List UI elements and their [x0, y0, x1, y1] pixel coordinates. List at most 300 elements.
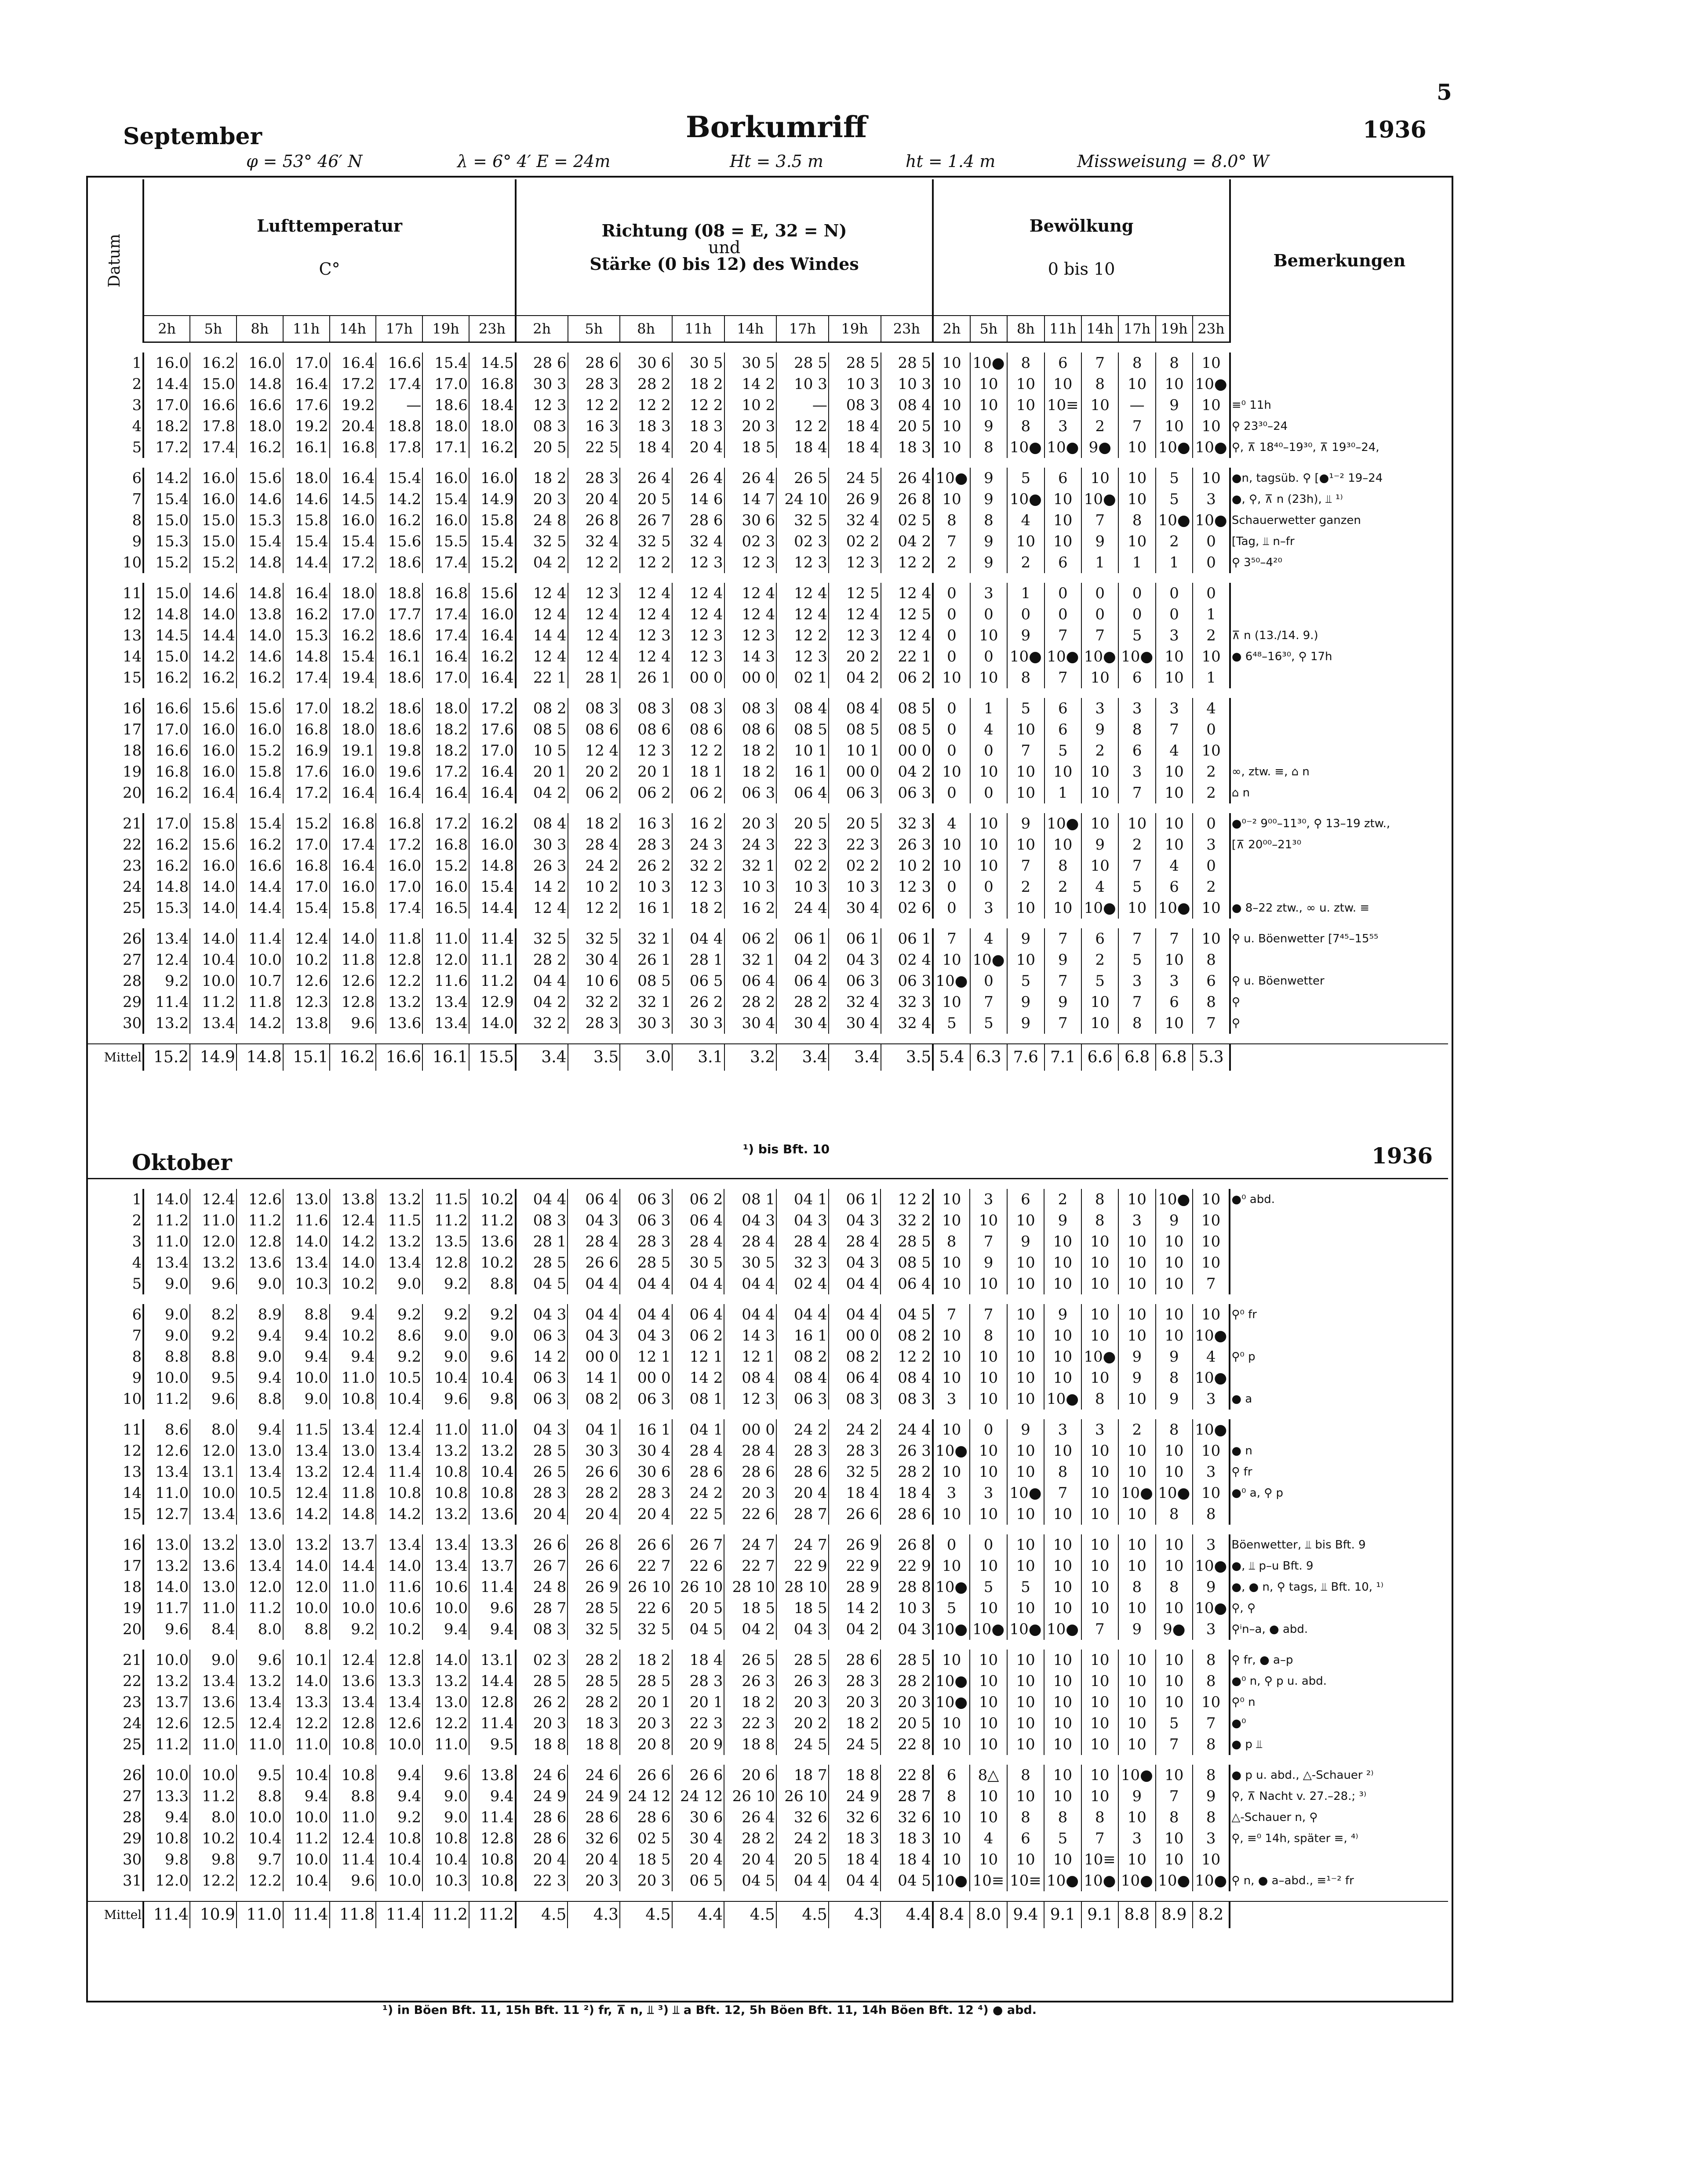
temperature-cell: 8.8	[283, 1619, 330, 1640]
remarks-cell: ⚲⁰ p	[1230, 1346, 1448, 1367]
temperature-cell: 17.2	[283, 782, 330, 803]
wind-cell: 28 5	[516, 1252, 568, 1273]
temperature-cell: 13.4	[330, 1419, 376, 1440]
temperature-cell: 13.4	[376, 1692, 422, 1713]
cloud-cell: 10	[1007, 782, 1044, 803]
wind-cell: 20 5	[829, 813, 881, 834]
cloud-cell: 10	[1007, 531, 1044, 552]
cloud-cell: 0	[1007, 604, 1044, 625]
cloud-cell: 4	[933, 813, 970, 834]
temperature-cell: 13.8	[283, 1013, 330, 1034]
temperature-cell: 11.8	[376, 928, 422, 949]
temperature-cell: 11.0	[190, 1210, 237, 1231]
cloud-cell: 10	[1007, 1388, 1044, 1410]
cloud-cell: 10	[1156, 1671, 1193, 1692]
wind-cell: 28 5	[776, 352, 829, 374]
height-thermometer: Ht = 3.5 m	[730, 152, 823, 171]
cloud-cell: 10	[933, 1325, 970, 1346]
cloud-cell: 10	[1081, 813, 1118, 834]
wind-cell: 12 4	[672, 583, 724, 604]
wind-cell: 04 2	[776, 949, 829, 970]
table-row	[87, 510, 1448, 531]
table-row	[87, 1419, 1448, 1440]
wind-cell: 12 4	[776, 583, 829, 604]
temperature-cell: 14.0	[190, 876, 237, 898]
wind-cell: 00 0	[672, 667, 724, 688]
temperature-cell: 12.6	[143, 1713, 190, 1734]
wind-cell: 12 3	[620, 625, 672, 646]
wind-cell: 16 1	[776, 1325, 829, 1346]
wind-cell: 24 12	[620, 1786, 672, 1807]
cloud-cell: 1	[1193, 667, 1230, 688]
cloud-cell: 8	[1193, 992, 1230, 1013]
wind-cell: 10 3	[620, 876, 672, 898]
wind-cell: 28 5	[568, 1671, 620, 1692]
wind-cell: 04 3	[516, 1304, 568, 1325]
temperature-cell: 13.6	[237, 1504, 283, 1525]
table-row	[87, 898, 1448, 919]
temperature-cell: 10.7	[237, 970, 283, 992]
remarks-cell: ● 8–22 ztw., ∞ u. ztw. ≡	[1230, 898, 1448, 919]
temperature-cell: 12.4	[330, 1461, 376, 1483]
wind-cell: 04 2	[724, 1619, 776, 1640]
wind-cell: 04 4	[672, 1273, 724, 1294]
oktober-table	[87, 1178, 1448, 1928]
temperature-cell: 14.8	[143, 876, 190, 898]
station-title: Borkumriff	[686, 110, 867, 144]
wind-cell: 16 2	[672, 813, 724, 834]
wind-cell: 28 2	[568, 1483, 620, 1504]
cloud-cell: 10	[1007, 1252, 1044, 1273]
temperature-cell: 12.0	[143, 1870, 190, 1891]
wind-cell: 20 2	[568, 761, 620, 782]
temperature-cell: 9.4	[469, 1619, 516, 1640]
wind-cell: 22 8	[881, 1765, 933, 1786]
wind-cell: 10 3	[829, 876, 881, 898]
temperature-cell: 16.6	[143, 740, 190, 761]
temperature-cell: 12.0	[237, 1577, 283, 1598]
temperature-cell: 10.4	[237, 1828, 283, 1849]
temperature-cell: 13.0	[190, 1577, 237, 1598]
wind-cell: 20 3	[829, 1692, 881, 1713]
wind-cell: 20 1	[620, 1692, 672, 1713]
wind-cell: 20 5	[881, 1713, 933, 1734]
mean-temperature: 11.2	[469, 1901, 516, 1928]
wind-cell: 28 3	[516, 1483, 568, 1504]
temperature-cell: 10.5	[376, 1367, 422, 1388]
table-row	[87, 698, 1448, 719]
wind-cell: 08 5	[620, 970, 672, 992]
cloud-cell: 10	[1193, 646, 1230, 667]
cloud-cell: 10	[1081, 1440, 1118, 1461]
wind-cell: 26 6	[829, 1504, 881, 1525]
wind-cell: 30 5	[672, 1252, 724, 1273]
wind-cell: 04 2	[881, 761, 933, 782]
cloud-cell: 8	[1193, 1671, 1230, 1692]
temperature-cell: 16.2	[237, 667, 283, 688]
cloud-cell: 10	[1156, 761, 1193, 782]
wind-cell: 08 2	[881, 1325, 933, 1346]
temperature-cell: 18.8	[376, 583, 422, 604]
remarks-cell	[1230, 1210, 1448, 1231]
wind-cell: 26 6	[516, 1534, 568, 1555]
temperature-cell: 16.2	[143, 667, 190, 688]
temperature-cell: 13.4	[422, 1534, 469, 1555]
day-number: 21	[123, 815, 142, 832]
wind-cell: 02 1	[776, 667, 829, 688]
day-number: 1	[132, 354, 142, 372]
cloud-cell: 3	[1118, 761, 1155, 782]
cloud-cell: 10	[1007, 1440, 1044, 1461]
temperature-cell: 12.2	[190, 1870, 237, 1891]
mean-row	[87, 1901, 1448, 1928]
wind-cell: 24 2	[776, 1828, 829, 1849]
cloud-cell: 0	[1193, 813, 1230, 834]
temperature-cell: 16.0	[469, 468, 516, 489]
wind-cell: 28 6	[516, 1828, 568, 1849]
temperature-cell: 13.0	[330, 1440, 376, 1461]
cloud-cell: 10	[1044, 1765, 1081, 1786]
cloud-cell: 10	[1193, 395, 1230, 416]
cloud-cell: 9	[1118, 1619, 1155, 1640]
temperature-cell: 16.0	[190, 468, 237, 489]
temperature-cell: 17.4	[422, 625, 469, 646]
cloud-cell: 10	[970, 1504, 1007, 1525]
wind-cell: 04 5	[724, 1870, 776, 1891]
day-number: 4	[132, 1254, 142, 1272]
cloud-cell: 5	[1118, 949, 1155, 970]
wind-cell: 20 3	[881, 1692, 933, 1713]
cloud-cell: 10	[1156, 374, 1193, 395]
temperature-cell: 15.5	[422, 531, 469, 552]
temperature-cell: 17.0	[330, 604, 376, 625]
temp-hour-header: 23h	[469, 316, 516, 342]
temperature-cell: 12.4	[143, 949, 190, 970]
wind-cell: 22 3	[724, 1713, 776, 1734]
temperature-cell: 16.0	[469, 834, 516, 855]
temperature-cell: 15.4	[469, 876, 516, 898]
wind-cell: 20 5	[776, 813, 829, 834]
cloud-cell: 10	[1007, 1273, 1044, 1294]
temperature-cell: 14.0	[330, 928, 376, 949]
cloud-cell: 4	[1156, 855, 1193, 876]
wind-cell: 20 4	[724, 1849, 776, 1870]
wind-cell: 22 1	[516, 667, 568, 688]
cloud-cell: 8	[1193, 1807, 1230, 1828]
wind-cell: 06 3	[516, 1388, 568, 1410]
cloud-cell: 6	[1044, 468, 1081, 489]
cloud-cell: 8	[970, 1325, 1007, 1346]
cloud-cell: 7	[933, 531, 970, 552]
wind-cell: 06 3	[776, 1388, 829, 1410]
wind-cell: 04 4	[829, 1870, 881, 1891]
temperature-cell: 9.0	[143, 1325, 190, 1346]
temperature-cell: 15.4	[237, 813, 283, 834]
temperature-cell: 16.2	[143, 834, 190, 855]
temperature-cell: 15.4	[422, 489, 469, 510]
temperature-cell: 13.6	[190, 1692, 237, 1713]
wind-cell: 04 2	[516, 782, 568, 803]
mean-wind: 4.4	[881, 1901, 933, 1928]
wind-cell: 32 2	[516, 1013, 568, 1034]
mean-remarks	[1230, 1044, 1448, 1071]
wind-cell: 26 6	[568, 1461, 620, 1483]
temperature-cell: 12.4	[237, 1713, 283, 1734]
temperature-cell: 12.6	[143, 1440, 190, 1461]
temperature-cell: 14.9	[469, 489, 516, 510]
wind-cell: 12 3	[568, 583, 620, 604]
wind-cell: 02 3	[516, 1650, 568, 1671]
wind-cell: 12 4	[724, 604, 777, 625]
wind-cell: 18 2	[672, 374, 724, 395]
cloud-cell: 10	[1193, 1189, 1230, 1210]
remarks-cell: ● p u. abd., △-Schauer ²⁾	[1230, 1765, 1448, 1786]
cloud-cell: 10	[1044, 510, 1081, 531]
wind-cell: 28 6	[881, 1504, 933, 1525]
cloud-cell: 10	[1156, 1252, 1193, 1273]
wind-cell: 18 3	[568, 1713, 620, 1734]
cloud-cell: 9	[1007, 928, 1044, 949]
oktober-footnote: ¹) in Böen Bft. 11, 15h Bft. 11 ²) fr, ⊼ n, ⫫ ³) ⫫ a Bft. 12, 5h Böen Bft. 11, 14h Böen Bft. 12 ⁴) ● abd.	[382, 2003, 1037, 2017]
temperature-cell: 11.2	[190, 1786, 237, 1807]
temperature-cell: 9.4	[376, 1786, 422, 1807]
wind-cell: 12 4	[568, 646, 620, 667]
wind-cell: 28 4	[672, 1440, 724, 1461]
wind-cell: 28 2	[881, 1671, 933, 1692]
temperature-cell: 10.0	[376, 1734, 422, 1755]
wind-cell: 04 5	[516, 1273, 568, 1294]
wind-cell: 04 3	[568, 1325, 620, 1346]
cloud-cell: 9	[970, 552, 1007, 573]
cloud-cell: 10	[1118, 1598, 1155, 1619]
temperature-cell: 12.0	[190, 1231, 237, 1252]
wind-cell: 00 0	[568, 1346, 620, 1367]
mean-wind: 3.4	[516, 1044, 568, 1071]
wind-cell: 06 2	[724, 928, 777, 949]
temperature-cell: 11.2	[143, 1388, 190, 1410]
cloud-cell: 6	[1156, 992, 1193, 1013]
temperature-cell: 17.4	[283, 667, 330, 688]
temperature-cell: 13.2	[283, 1461, 330, 1483]
temperature-cell: 15.2	[469, 552, 516, 573]
cloud-cell: 7	[1081, 1619, 1118, 1640]
wind-cell: 32 4	[829, 992, 881, 1013]
cloud-cell: 5	[1007, 468, 1044, 489]
mean-temperature: 16.1	[422, 1044, 469, 1071]
cloud-cell: 10	[1118, 1849, 1155, 1870]
wind-cell: 18 3	[672, 416, 724, 437]
wind-cell: 02 3	[724, 531, 777, 552]
cloud-cell: 3	[970, 1189, 1007, 1210]
cloud-range: 0 bis 10	[1048, 259, 1115, 279]
cloud-cell: 3	[1193, 1388, 1230, 1410]
wind-cell: 26 10	[672, 1577, 724, 1598]
cloud-cell: 10	[1081, 1598, 1118, 1619]
cloud-cell: 10●	[1007, 437, 1044, 458]
cloud-cell: 10	[1081, 1713, 1118, 1734]
temperature-cell: 11.4	[469, 1713, 516, 1734]
day-number: 6	[132, 469, 142, 487]
cloud-cell: 9	[1118, 1367, 1155, 1388]
wind-cell: 20 6	[724, 1765, 776, 1786]
wind-cell: 08 5	[829, 719, 881, 740]
cloud-cell: 10	[1118, 1231, 1155, 1252]
wind-cell: 32 4	[672, 531, 724, 552]
temperature-cell: 12.9	[469, 992, 516, 1013]
remarks-cell: ⚲ fr	[1230, 1461, 1448, 1483]
table-row	[87, 1807, 1448, 1828]
cloud-cell: 8	[1193, 1504, 1230, 1525]
wind-cell: 28 2	[620, 374, 672, 395]
cloud-cell: 0	[1081, 604, 1118, 625]
cloud-cell: 10	[1081, 1504, 1118, 1525]
temperature-cell: 9.0	[237, 1273, 283, 1294]
wind-cell: 00 0	[620, 1367, 672, 1388]
cloud-cell: 10	[1156, 1828, 1193, 1849]
wind-cell: 12 2	[881, 1346, 933, 1367]
cloud-cell: 10	[1081, 1650, 1118, 1671]
table-row	[87, 1304, 1448, 1325]
temperature-cell: 10.4	[283, 1765, 330, 1786]
cloud-cell: 10	[1081, 1483, 1118, 1504]
cloud-cell: 10●	[933, 1577, 970, 1598]
wind-cell: 26 8	[568, 1534, 620, 1555]
cloud-cell: 10	[1156, 1692, 1193, 1713]
cloud-cell: 10	[1007, 1304, 1044, 1325]
temperature-cell: 10.4	[422, 1849, 469, 1870]
wind-cell: 04 1	[776, 1189, 829, 1210]
wind-cell: 22 7	[620, 1555, 672, 1577]
mean-remarks	[1230, 1901, 1448, 1928]
cloud-cell: 10	[1007, 719, 1044, 740]
day-number: 18	[123, 742, 142, 759]
cloud-cell: 0	[970, 604, 1007, 625]
temperature-cell: 12.5	[190, 1713, 237, 1734]
temperature-cell: 17.6	[469, 719, 516, 740]
temperature-cell: 17.4	[330, 834, 376, 855]
remarks-cell	[1230, 1231, 1448, 1252]
wind-cell: 12 3	[672, 625, 724, 646]
cloud-cell: 0	[1081, 583, 1118, 604]
temperature-cell: 13.6	[237, 1252, 283, 1273]
cloud-cell: 10	[933, 1650, 970, 1671]
temperature-cell: 15.4	[330, 531, 376, 552]
wind-cell: 08 2	[516, 698, 568, 719]
temperature-cell: 10.0	[143, 1650, 190, 1671]
wind-cell: 12 2	[568, 898, 620, 919]
cloud-cell: 5	[970, 1577, 1007, 1598]
cloud-cell: 2	[1007, 876, 1044, 898]
temperature-cell: 14.6	[190, 583, 237, 604]
temperature-cell: 10.4	[376, 1388, 422, 1410]
mean-wind: 3.5	[568, 1044, 620, 1071]
temperature-cell: 12.8	[422, 1252, 469, 1273]
cloud-cell: 10	[1118, 437, 1155, 458]
wind-cell: 12 3	[829, 625, 881, 646]
cloud-cell: 7	[1007, 740, 1044, 761]
cloud-cell: 10	[970, 1786, 1007, 1807]
temperature-cell: 11.2	[143, 1734, 190, 1755]
cloud-cell: 10	[1081, 1692, 1118, 1713]
temperature-cell: 15.4	[143, 489, 190, 510]
table-row	[87, 1598, 1448, 1619]
wind-cell: 12 2	[620, 395, 672, 416]
cloud-cell: 7	[1156, 719, 1193, 740]
cloud-cell: 3	[1081, 698, 1118, 719]
temperature-cell: 9.2	[376, 1304, 422, 1325]
temperature-cell: 14.4	[469, 898, 516, 919]
temperature-cell: 12.8	[376, 1650, 422, 1671]
temperature-cell: 9.0	[237, 1346, 283, 1367]
cloud-cell: 10	[1081, 1577, 1118, 1598]
wind-cell: 18 8	[516, 1734, 568, 1755]
wind-cell: 32 4	[881, 1013, 933, 1034]
remarks-cell	[1230, 1273, 1448, 1294]
wind-cell: 18 2	[568, 813, 620, 834]
cloud-cell: 10	[1044, 1555, 1081, 1577]
wind-cell: 08 6	[620, 719, 672, 740]
cloud-cell: 10●	[1156, 1870, 1193, 1891]
wind-cell: 12 2	[776, 625, 829, 646]
temperature-cell: 13.4	[143, 1252, 190, 1273]
temperature-cell: 14.2	[143, 468, 190, 489]
cloud-cell: 5	[1007, 970, 1044, 992]
oktober-year: 1936	[1372, 1143, 1433, 1169]
wind-cell: 12 3	[620, 740, 672, 761]
temperature-cell: 8.8	[143, 1346, 190, 1367]
cloud-cell: 3	[1044, 416, 1081, 437]
remarks-cell: ⚲ 23³⁰–24	[1230, 416, 1448, 437]
wind-cell: 30 6	[620, 352, 672, 374]
remarks-cell	[1230, 740, 1448, 761]
wind-cell: 26 3	[881, 1440, 933, 1461]
table-row	[87, 625, 1448, 646]
temp-hour-header: 11h	[283, 316, 330, 342]
wind-cell: 18 2	[829, 1713, 881, 1734]
day-number: 1	[132, 1191, 142, 1208]
cloud-cell: 10	[970, 1849, 1007, 1870]
cloud-cell: 10	[1193, 898, 1230, 919]
day-number: 10	[123, 1390, 142, 1408]
wind-cell: 28 2	[568, 1650, 620, 1671]
day-number: 29	[123, 1830, 142, 1847]
wind-cell: 18 8	[568, 1734, 620, 1755]
wind-cell: 00 0	[881, 740, 933, 761]
cloud-cell: 10	[1044, 1534, 1081, 1555]
wind-cell: 04 4	[516, 1189, 568, 1210]
temperature-cell: 11.8	[330, 1483, 376, 1504]
temperature-cell: 13.6	[469, 1504, 516, 1525]
cloud-cell: 10	[970, 395, 1007, 416]
cloud-cell: 10	[970, 1671, 1007, 1692]
cloud-cell: 10●	[1007, 489, 1044, 510]
wind-cell: 30 3	[672, 1013, 724, 1034]
wind-cell: 26 3	[881, 834, 933, 855]
cloud-cell: 10	[1156, 1013, 1193, 1034]
day-number: 14	[123, 648, 142, 665]
wind-hour-header: 23h	[881, 316, 933, 342]
cloud-cell: 10	[1118, 1504, 1155, 1525]
day-number: 17	[123, 721, 142, 738]
temperature-cell: 11.0	[422, 1419, 469, 1440]
wind-cell: 08 3	[724, 698, 777, 719]
temperature-cell: 11.4	[143, 992, 190, 1013]
cloud-cell: 8	[1193, 1734, 1230, 1755]
table-row	[87, 1534, 1448, 1555]
cloud-cell: 10	[1044, 1346, 1081, 1367]
wind-cell: 20 3	[724, 813, 777, 834]
temperature-cell: 17.0	[469, 740, 516, 761]
